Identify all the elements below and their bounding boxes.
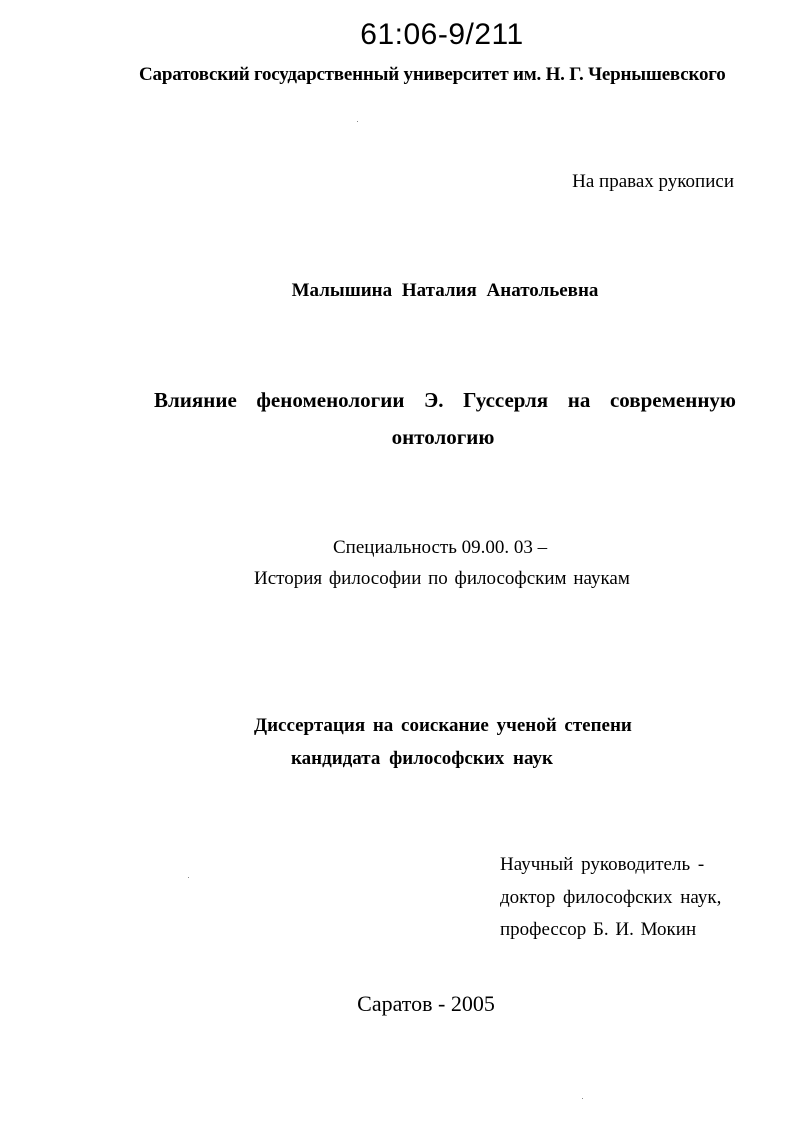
title-word: современную: [609, 388, 736, 412]
dissertation-title-line-2: онтологию: [391, 425, 495, 449]
title-word: Э.: [424, 388, 444, 412]
supervisor-role: Научный руководитель -: [500, 854, 705, 875]
university-name: Саратовский государственный университет им. Н. Г. Чернышевского: [139, 64, 726, 85]
supervisor-degree: доктор философских наук,: [500, 887, 722, 908]
degree-statement-line-2: кандидата философских наук: [291, 748, 553, 769]
specialty-code: Специальность 09.00. 03 –: [333, 537, 548, 558]
title-word: феноменологии: [256, 388, 405, 412]
manuscript-rights-note: На правах рукописи: [572, 171, 734, 192]
title-word: Гуссерля: [463, 388, 549, 412]
author-name: Малышина Наталия Анатольевна: [291, 280, 599, 301]
scan-speck: [357, 121, 358, 122]
degree-statement-line-1: Диссертация на соискание ученой степени: [254, 715, 632, 736]
specialty-name: История философии по философским наукам: [254, 568, 630, 589]
title-word: Влияние: [154, 388, 237, 412]
scan-speck: [188, 877, 189, 878]
city-year: Саратов - 2005: [357, 991, 495, 1016]
title-word: на: [567, 388, 591, 412]
catalog-number: 61:06-9/211: [360, 18, 524, 51]
dissertation-title-line-1: [154, 388, 736, 413]
supervisor-name: профессор Б. И. Мокин: [500, 919, 697, 940]
scan-speck: [582, 1098, 583, 1099]
